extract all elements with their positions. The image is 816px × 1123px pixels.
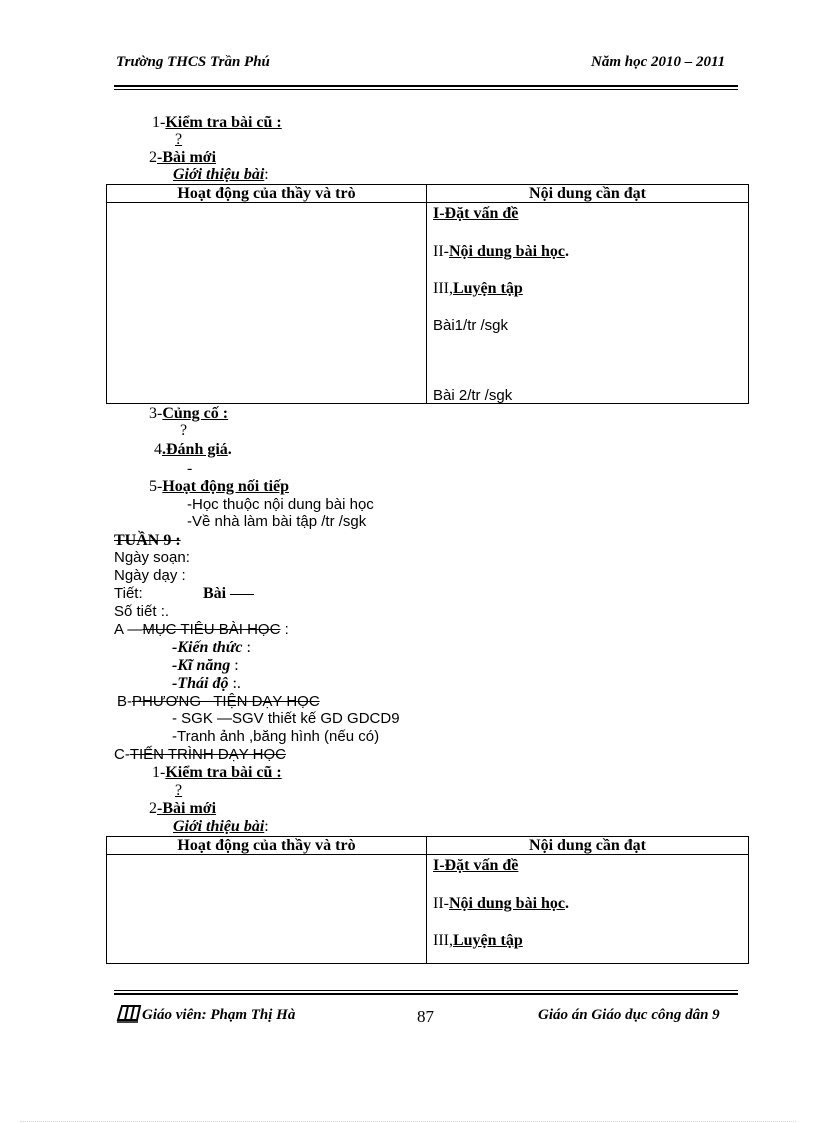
activity-cell [107,203,427,404]
dat-van-de: I-Đặt vấn đề [433,205,519,222]
muctieu-heading: A —MỤC TIÊU BÀI HỌC : [114,621,289,638]
baimoi-heading-2: 2-Bài mới [149,800,217,817]
hoatdong-heading: 5-Hoạt động nối tiếp [149,478,290,495]
bai2: Bài 2/tr /sgk [433,387,513,404]
phuongtien-heading: B-PHƯƠNG TIỆN DẠY HỌC [117,693,320,710]
noi-dung-bai-hoc: II-Nội dung bài học. [433,895,570,912]
page-edge [20,1121,796,1122]
header-rule [114,85,738,87]
page-number: 87 [417,1007,434,1026]
dash: - [187,460,193,477]
bai-label: Bài [203,585,254,602]
gioithieu-label: Giới thiệu bài: [173,166,269,183]
gioithieu-label-2: Giới thiệu bài: [173,818,269,835]
col-header-activity: Hoạt động của thầy và trò [107,837,427,855]
dat-van-de: I-Đặt vấn đề [433,857,519,874]
lesson-table-2 [106,836,749,964]
footer-rule-thin [114,990,738,991]
activity-cell [107,855,427,964]
header-year: Năm học 2010 – 2011 [591,54,726,70]
cungco-heading: 3-Củng cố : [149,405,229,422]
hoatdong-item-2: -Về nhà làm bài tập /tr /sgk [187,513,367,530]
question-mark-3: ? [175,782,183,799]
kienthuc: -Kiến thức : [172,639,251,656]
question-mark: ? [175,131,183,148]
footer-book: Giáo án Giáo dục công dân 9 [538,1007,720,1023]
tuan-heading: TUẦN 9 : [114,532,181,549]
tientrinh-heading: C-TIẾN TRÌNH DẠY HỌC [114,746,286,763]
col-header-content: Nội dung cần đạt [427,837,749,855]
col-header-content: Nội dung cần đạt [427,185,749,203]
lesson-table-1 [106,184,749,404]
noi-dung-bai-hoc: II-Nội dung bài học. [433,243,570,260]
tiet: Tiết: [114,585,143,602]
col-header-activity: Hoạt động của thầy và trò [107,185,427,203]
content-cell [427,203,749,404]
ngay-day: Ngày dạy : [114,567,186,584]
content-cell [427,855,749,964]
kiemtra-heading-2: 1-Kiểm tra bài cũ : [152,764,282,781]
header-rule-thin [114,89,738,90]
footer-rule [114,993,738,995]
ngay-soan: Ngày soạn: [114,549,190,566]
bai1: Bài1/tr /sgk [433,317,509,334]
so-tiet: Số tiết :. [114,603,170,620]
phuongtien-tranh: -Tranh ảnh ,băng hình (nếu có) [172,728,380,745]
book-icon [116,1003,142,1023]
thaido: -Thái độ :. [172,675,241,692]
luyen-tap: III,Luyện tập [433,280,523,297]
baimoi-heading: 2-Bài mới [149,149,217,166]
phuongtien-sgk: - SGK —SGV thiết kế GD GDCD9 [172,710,400,727]
footer-teacher: Giáo viên: Phạm Thị Hà [116,1003,295,1024]
hoatdong-item-1: -Học thuộc nội dung bài học [187,496,374,513]
header-school: Trường THCS Trần Phú [116,54,270,70]
kiemtra-heading: 1-Kiểm tra bài cũ : [152,114,282,131]
kinang: -Kĩ năng : [172,657,239,674]
luyen-tap: III,Luyện tập [433,932,523,949]
question-mark-2: ? [180,422,188,439]
danhgia-heading: 4.Đánh giá. [154,441,232,458]
